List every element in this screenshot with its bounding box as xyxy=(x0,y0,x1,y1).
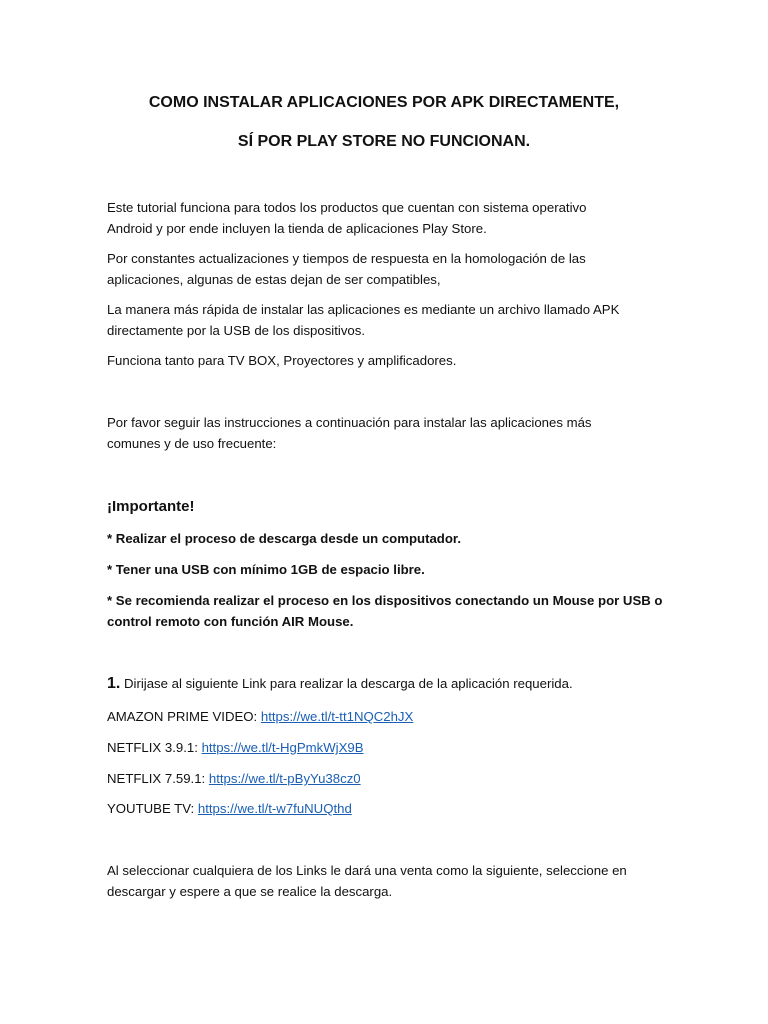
compatibility-paragraph xyxy=(107,248,667,290)
final-line-2: descargar y espere a que se realice la descarga. xyxy=(107,884,393,899)
link-youtube-tv[interactable]: https://we.tl/t-w7fuNUQthd xyxy=(197,801,352,816)
bullet-mouse-line-1: * Se recomienda realizar el proceso en los dispositivos conectando un Mouse por USB o xyxy=(107,593,663,608)
intro-paragraph xyxy=(107,197,667,239)
link-row-netflix-7591 xyxy=(107,768,667,789)
link-netflix-7591[interactable]: https://we.tl/t-pByYu38cz0 xyxy=(208,771,361,786)
instructions-line-2: comunes y de uso frecuente: xyxy=(107,436,277,451)
link-row-youtube-tv xyxy=(107,798,667,819)
step-1-text: Dirijase al siguiente Link para realizar la descarga de la aplicación requerida. xyxy=(120,676,573,691)
bullet-download-computer: * Realizar el proceso de descarga desde un computador. xyxy=(107,531,461,546)
final-line-1: Al seleccionar cualquiera de los Links le dará una venta como la siguiente, seleccione en xyxy=(107,863,627,878)
apk-line-2: directamente por la USB de los dispositivos. xyxy=(107,323,366,338)
bullet-mouse xyxy=(107,590,667,632)
link-label-youtube-tv: YOUTUBE TV: xyxy=(107,801,198,816)
bullet-usb-space: * Tener una USB con mínimo 1GB de espacio libre. xyxy=(107,562,425,577)
title-line-1: COMO INSTALAR APLICACIONES POR APK DIRECTAMENTE, xyxy=(148,94,620,111)
title-line-2: SÍ POR PLAY STORE NO FUNCIONAN. xyxy=(237,133,531,150)
instructions-paragraph xyxy=(107,412,667,454)
devices-paragraph: Funciona tanto para TV BOX, Proyectores y amplificadores. xyxy=(107,353,457,368)
instructions-line-1: Por favor seguir las instrucciones a continuación para instalar las aplicaciones más xyxy=(107,415,592,430)
link-label-netflix-7591: NETFLIX 7.59.1: xyxy=(107,771,209,786)
link-label-netflix-391: NETFLIX 3.9.1: xyxy=(107,740,202,755)
intro-line-2: Android y por ende incluyen la tienda de aplicaciones Play Store. xyxy=(107,221,487,236)
apk-paragraph xyxy=(107,299,667,341)
link-row-netflix-391 xyxy=(107,737,667,758)
link-amazon-prime[interactable]: https://we.tl/t-tt1NQC2hJX xyxy=(260,709,414,724)
compatibility-line-2: aplicaciones, algunas de estas dejan de ser compatibles, xyxy=(107,272,441,287)
link-label-amazon: AMAZON PRIME VIDEO: xyxy=(107,709,261,724)
step-1 xyxy=(107,673,667,694)
important-heading: ¡Importante! xyxy=(107,498,195,515)
final-paragraph xyxy=(107,860,667,902)
intro-line-1: Este tutorial funciona para todos los productos que cuentan con sistema operativo xyxy=(107,200,587,215)
compatibility-line-1: Por constantes actualizaciones y tiempos de respuesta en la homologación de las xyxy=(107,251,586,266)
link-netflix-391[interactable]: https://we.tl/t-HgPmkWjX9B xyxy=(201,740,364,755)
step-1-number: 1. xyxy=(107,675,121,692)
link-row-amazon xyxy=(107,706,667,727)
bullet-mouse-line-2: control remoto con función AIR Mouse. xyxy=(107,614,354,629)
apk-line-1: La manera más rápida de instalar las aplicaciones es mediante un archivo llamado APK xyxy=(107,302,620,317)
